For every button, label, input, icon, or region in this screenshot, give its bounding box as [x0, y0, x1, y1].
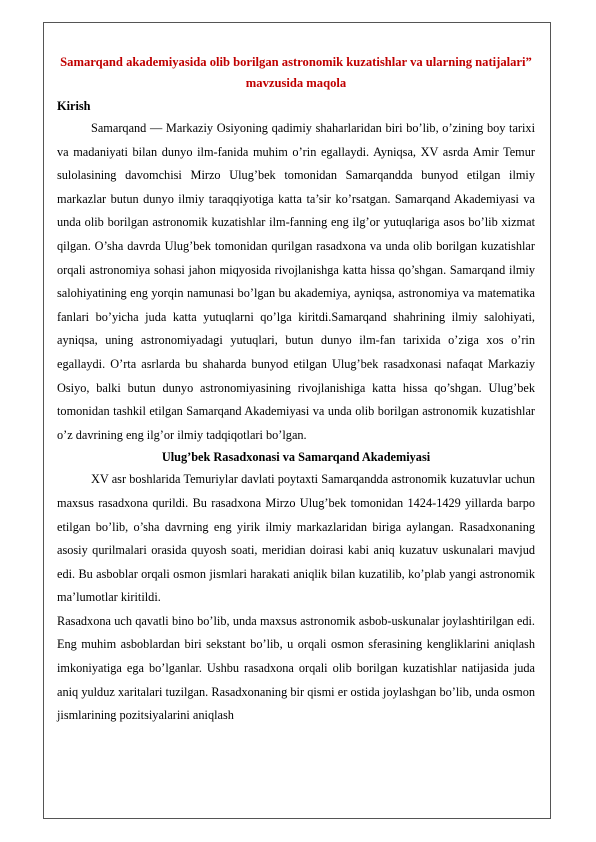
section-heading: Ulug’bek Rasadxonasi va Samarqand Akademiyasi [161, 450, 431, 465]
intro-heading: Kirish [57, 99, 91, 113]
intro-paragraph: Samarqand — Markaziy Osiyoning qadimiy shaharlaridan biri bo’lib, o’zining boy tarixi va madaniyati bilan dunyo ilm-fanida muhim o’rin egallaydi. Ayniqsa, XV asrda Amir Temur sulolasining davomchisi Mirzo Ulug’bek tomonidan Samarqandda bunyod etilgan ilmiy markazlar butun dunyo ilmiy taraqqiyotiga katta ta’sir ko’rsatgan. Samarqand Akademiyasi va unda olib borilgan astronomik kuzatishlar ilm-fanning eng ilg’or yutuqlariga asos bo’lib xizmat qilgan. O’sha davrda Ulug’bek tomonidan qurilgan rasadxona va unda olib borilgan kuzatishlar orqali astronomiya sohasi jahon miqyosida rivojlanishga katta hissa qo’shgan. Samarqand ilmiy salohiyatining eng yorqin namunasi bo’lgan bu akademiya, ayniqsa, astronomiya va matematika fanlari bo’yicha juda katta yutuqlarni qo’lga kiritdi.Samarqand shahrining ilmiy salohiyati, ayniqsa, uning astronomiyadagi yutuqlari, butun dunyo ilm-fan tarixida o’ziga xos o’rin egallaydi. O’rta asrlarda bu shaharda bunyod etilgan Ulug’bek rasadxonasi nafaqat Markaziy Osiyo, balki butun dunyo astronomiyasining rivojlanishiga katta hissa qo’shgan. Ulug’bek tomonidan tashkil etilgan Samarqand Akademiyasi va unda olib borilgan astronomik kuzatishlar o’z davrining eng ilg’or ilmiy tadqiqotlari bo’lgan. [57, 121, 535, 442]
document-title: Samarqand akademiyasida olib borilgan astronomik kuzatishlar va ularning natijalari” mavzusida maqola [60, 55, 532, 90]
section-paragraph-1: XV asr boshlarida Temuriylar davlati poytaxti Samarqandda astronomik kuzatuvlar uchun maxsus rasadxona qurildi. Bu rasadxona Mirzo Ulug’bek tomonidan 1424-1429 yillarda barpo etilgan bo’lib, o’sha davrning eng yirik ilmiy markazlaridan biriga aylangan. Rasadxonaning asosiy qurilmalari orasida quyosh soati, meridian doirasi kabi aniq kuzatuv uskunalari mavjud edi. Bu asboblar orqali osmon jismlari harakati aniqlik bilan kuzatilib, ko’plab yangi astronomik ma’lumotlar kiritildi. [57, 472, 535, 605]
section-paragraph-2: Rasadxona uch qavatli bino bo’lib, unda maxsus astronomik asbob-uskunalar joylashtirilgan edi. Eng muhim asboblardan biri sekstant bo’lib, u orqali osmon sferasining kengliklarini aniqlash imkoniyatiga ega bo’lganlar. Ushbu rasadxona orqali olib borilgan kuzatishlar natijasida juda aniq yulduz xaritalari tuzilgan. Rasadxonaning bir qismi er ostida joylashgan bo’lib, unda osmon jismlarining pozitsiyalarini aniqlash [57, 613, 535, 723]
document-body [57, 52, 535, 728]
